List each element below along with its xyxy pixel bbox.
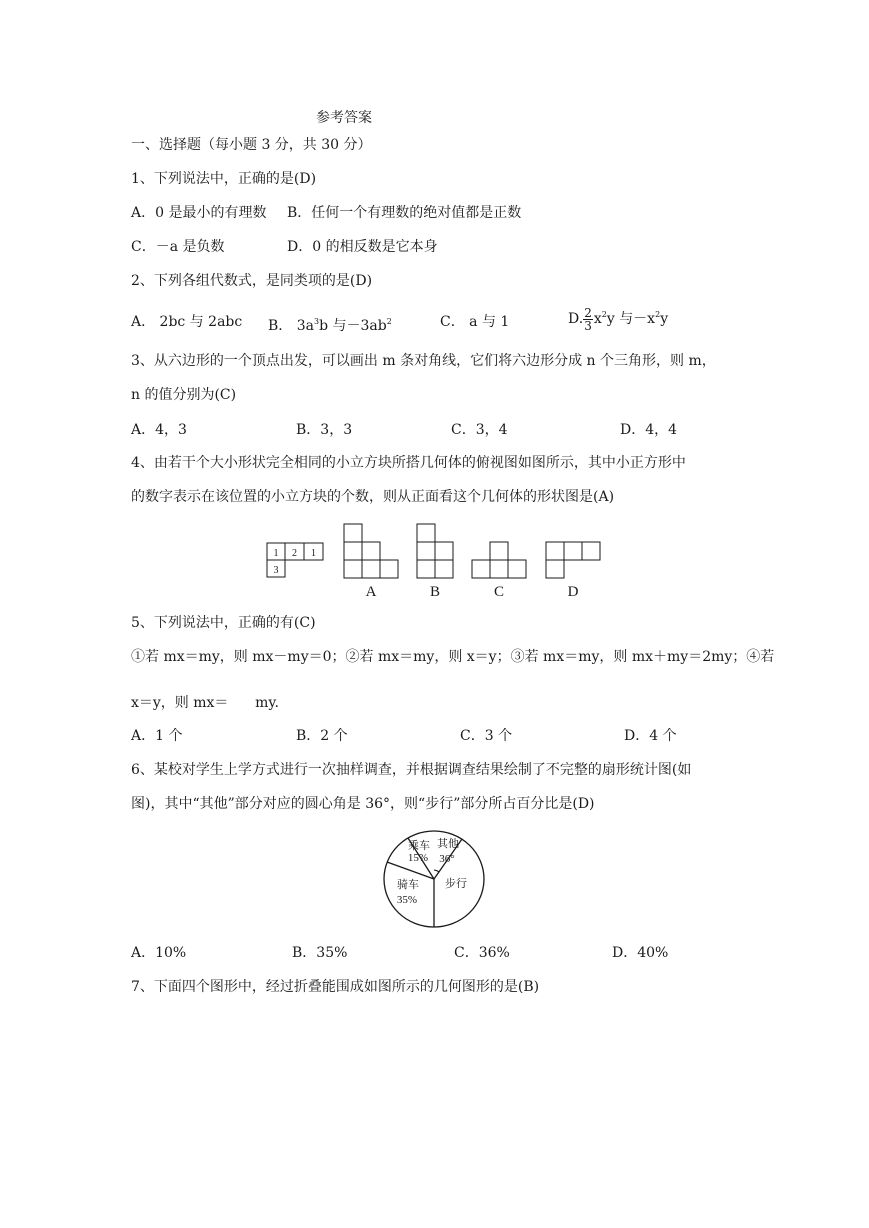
option-label: B [429, 584, 441, 600]
q3-stem-line2: n 的值分别为(C) [131, 387, 237, 403]
q6-option-d: D．40% [612, 945, 669, 961]
grid-number: 1 [311, 548, 316, 559]
slice-label: 骑车 [397, 879, 419, 891]
q2-option-c: C． a 与 1 [440, 314, 510, 330]
q2-option-d: D. $\frac{2}{3}$ $x^2y$ 与$-x^2y$ [568, 305, 669, 333]
grid-number: 3 [273, 565, 279, 576]
q5-option-a: A．1 个 [131, 728, 183, 744]
q7-stem: 7、下面四个图形中，经过折叠能围成如图所示的几何图形的是(B) [131, 979, 540, 995]
slice-value: 15% [407, 852, 429, 864]
section-heading: 一、选择题（每小题 3 分，共 30 分） [131, 137, 372, 153]
slice-label: 其他 [437, 838, 459, 850]
q3-option-a: A．4，3 [131, 422, 187, 438]
pie-chart [378, 826, 494, 934]
grid-number: 2 [292, 548, 297, 559]
q2-stem: 2、下列各组代数式，是同类项的是(D) [131, 273, 373, 289]
q2-option-b: B． $3a^3b$ 与$-3ab^2$ [268, 317, 392, 334]
grid-number: 1 [273, 548, 279, 559]
q5-stem: 5、下列说法中，正确的有(C) [131, 615, 316, 631]
q5-option-b: B．2 个 [296, 728, 348, 744]
q6-stem-line1: 6、某校对学生上学方式进行一次抽样调查，并根据调查结果绘制了不完整的扇形统计图(如 [131, 762, 692, 778]
fraction: $\frac{2}{3}$ [584, 305, 592, 333]
q5-option-d: D．4 个 [624, 728, 677, 744]
q1-option-c: C．－a 是负数 [131, 239, 225, 255]
q3-option-b: B．3，3 [296, 422, 353, 438]
option-label: D [567, 584, 579, 600]
q2-option-a: A． 2bc 与 2abc [131, 314, 243, 330]
slice-label: 步行 [445, 878, 467, 890]
page-title: 参考答案 [316, 110, 372, 126]
q4-figure [260, 518, 610, 604]
q3-stem-line1: 3、从六边形的一个顶点出发，可以画出 m 条对角线，它们将六边形分成 n 个三角形，则 m， [131, 353, 716, 369]
q6-stem-line2: 图)，其中“其他”部分对应的圆心角是 36°，则“步行”部分所占百分比是(D) [131, 796, 595, 812]
option-label: C [493, 584, 505, 600]
option-label: A [365, 584, 377, 600]
q5-line1: ①若 mx＝my，则 mx－my＝0；②若 mx＝my，则 x＝y；③若 mx＝my，则 mx＋my＝2my；④若 [131, 649, 775, 665]
q5-line2: x＝y，则 mx＝ my. [131, 695, 279, 711]
slice-label: 乘车 [408, 840, 430, 852]
option-c-shape [472, 542, 526, 578]
q1-option-b: B．任何一个有理数的绝对值都是正数 [287, 205, 522, 221]
q3-option-c: C．3，4 [451, 422, 508, 438]
q3-option-d: D．4，4 [620, 422, 678, 438]
pie-divider [387, 862, 434, 879]
q1-stem: 1、下列说法中，正确的是(D) [131, 171, 317, 187]
option-b-shape [417, 524, 453, 578]
slice-value: 36° [439, 853, 455, 865]
q6-option-c: C．36% [454, 945, 510, 961]
q1-option-d: D．0 的相反数是它本身 [287, 239, 438, 255]
q4-stem-line1: 4、由若干个大小形状完全相同的小立方块所搭几何体的俯视图如图所示，其中小正方形中 [131, 455, 686, 471]
q4-stem-line2: 的数字表示在该位置的小立方块的个数，则从正面看这个几何体的形状图是(A) [131, 489, 615, 505]
option-a-shape [344, 524, 398, 578]
slice-value: 35% [396, 894, 418, 906]
q5-option-c: C．3 个 [460, 728, 513, 744]
q6-option-a: A．10% [131, 945, 187, 961]
q6-option-b: B．35% [292, 945, 348, 961]
option-d-shape [546, 542, 600, 578]
q1-option-a: A．0 是最小的有理数 [131, 205, 267, 221]
angle-arc [434, 870, 439, 872]
